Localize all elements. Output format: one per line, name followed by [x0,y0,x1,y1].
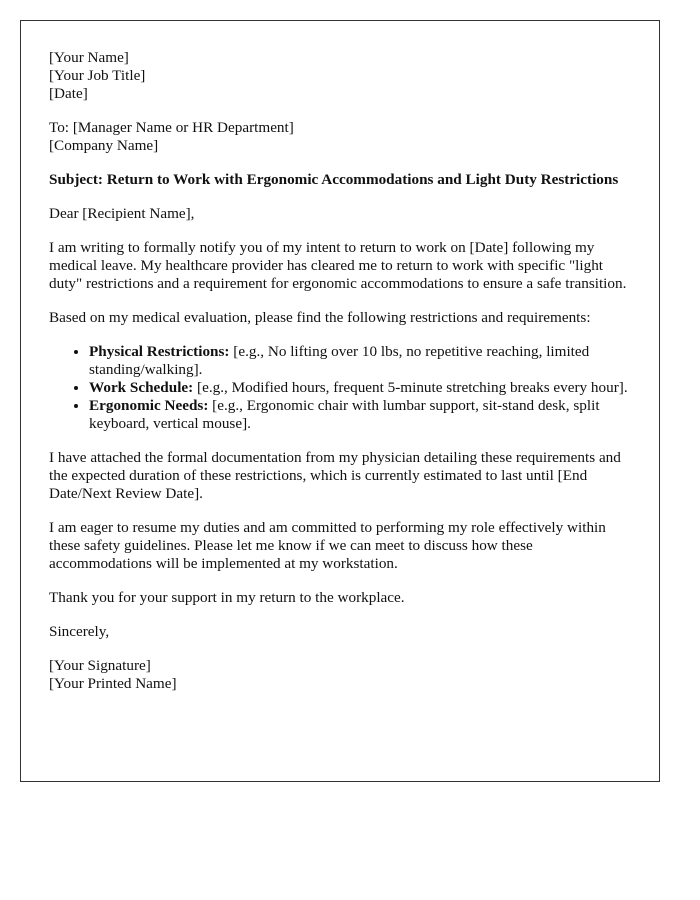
thanks-paragraph: Thank you for your support in my return to the workplace. [49,589,405,606]
requirement-physical [89,343,631,379]
sender-job-title: [Your Job Title] [49,67,146,84]
requirement-ergonomic [89,397,631,433]
printed-name: [Your Printed Name] [49,675,177,692]
sender-block [49,49,631,103]
recipient-block [49,119,631,155]
recipient-company: [Company Name] [49,137,159,154]
requirements-list [49,343,631,433]
signature: [Your Signature] [49,657,151,674]
requirement-text: [e.g., No lifting over 10 lbs, no repetitive reaching, limited standing/walking]. [89,343,590,378]
sender-name: [Your Name] [49,49,129,66]
signature-block [49,657,631,693]
commitment-paragraph: I am eager to resume my duties and am committed to performing my role effectively within these safety guidelines. Please let me know if we can meet to discuss how these accommodations will be implemented at my workstation. [49,519,606,572]
requirement-label: Work Schedule: [89,379,194,396]
subject-line: Subject: Return to Work with Ergonomic Accommodations and Light Duty Restrictions [49,171,619,188]
requirement-label: Ergonomic Needs: [89,397,209,414]
recipient-to-line: To: [Manager Name or HR Department] [49,119,294,136]
valediction: Sincerely, [49,623,110,640]
letter-document [20,20,660,782]
sender-date: [Date] [49,85,88,102]
documentation-paragraph: I have attached the formal documentation from my physician detailing these requirements and the expected duration of these restrictions, which is currently estimated to last until [End Date/Next Review Date]. [49,449,621,502]
requirement-text: [e.g., Modified hours, frequent 5-minute stretching breaks every hour]. [193,379,628,396]
salutation: Dear [Recipient Name], [49,205,195,222]
list-intro-paragraph: Based on my medical evaluation, please find the following restrictions and requirements: [49,309,591,326]
requirement-label: Physical Restrictions: [89,343,230,360]
intro-paragraph: I am writing to formally notify you of my intent to return to work on [Date] following my medical leave. My healthcare provider has cleared me to return to work with specific "light duty" restrictions and a requirement for ergonomic accommodations to ensure a safe transition. [49,239,627,292]
requirement-schedule [89,379,631,397]
requirement-text: [e.g., Ergonomic chair with lumbar support, sit-stand desk, split keyboard, vertical mouse]. [89,397,600,432]
